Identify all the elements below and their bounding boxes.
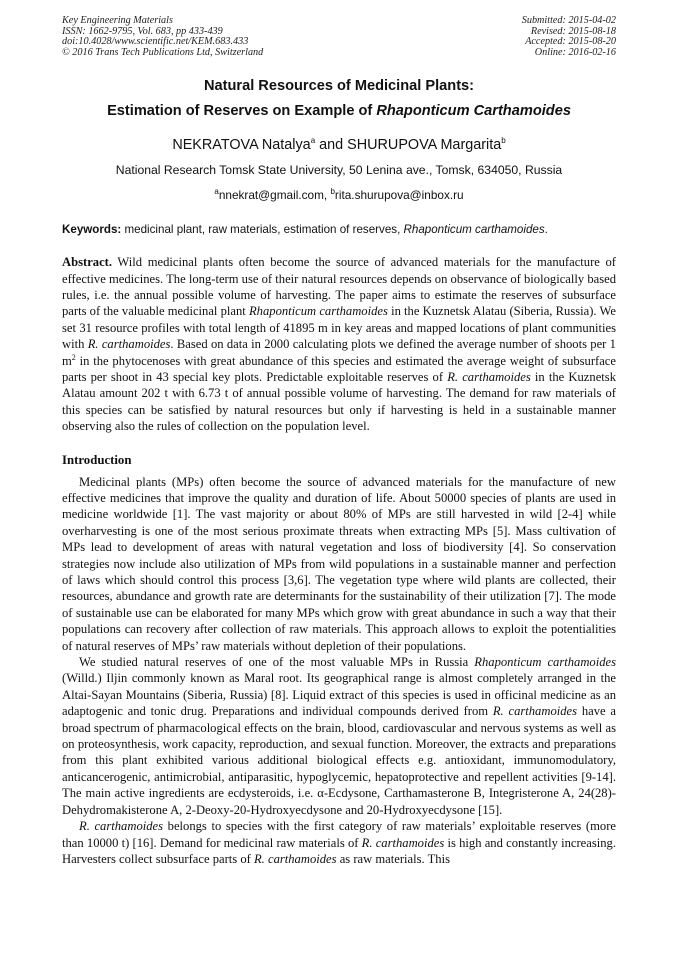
keywords-text: medicinal plant, raw materials, estimation of reserves, <box>121 223 404 237</box>
abstract-label: Abstract. <box>62 255 113 270</box>
p3-species-1: R. carthamoides <box>79 819 164 834</box>
keywords-label: Keywords: <box>62 223 122 237</box>
author-2-mark: b <box>501 136 506 146</box>
running-header <box>62 16 616 58</box>
email-b-mark: b <box>330 187 335 197</box>
copyright-line: © 2016 Trans Tech Publications Ltd, Switzerland <box>62 46 264 58</box>
abstract-text-3: . Based on data in 2000 calculating plots we defined the average number of shoots per 1 m <box>62 337 616 368</box>
p3-text-2: is high and constantly increasing. Harvesters collect subsurface parts of <box>62 835 616 866</box>
abstract-species-3: R. carthamoides <box>447 369 531 384</box>
p3-text-1: belongs to species with the first category of raw materials’ exploitable reserves (more than 10000 t) [16]. Demand for medicinal raw materials of <box>62 819 616 850</box>
intro-paragraph-2 <box>62 654 616 818</box>
author-2: SHURUPOVA Margarita <box>347 137 502 154</box>
email-a: nnekrat@gmail.com, <box>218 188 331 203</box>
author-1: NEKRATOVA Natalya <box>172 137 311 154</box>
article-dates <box>522 16 616 58</box>
email-b: rita.shurupova@inbox.ru <box>334 188 464 203</box>
author-joiner: and <box>315 137 348 154</box>
p2-text-2: (Willd.) Iljin commonly known as Maral root. Its geographical range is almost completely arranged in the Altai-Sayan Mountains (Siberia, Russia) [8]. Liquid extract of this species is used in officinal medicine as an adaptogenic and tonic drug. Preparations and individual compounds derived from <box>62 671 616 719</box>
p2-species-2: R. carthamoides <box>492 704 578 719</box>
email-a-mark: a <box>214 187 219 197</box>
title-line-1: Natural Resources of Medicinal Plants: <box>203 78 475 95</box>
section-heading-introduction: Introduction <box>62 452 132 467</box>
p2-text-1: We studied natural reserves of one of the most valuable MPs in Russia <box>79 655 475 670</box>
submitted-date: Submitted: 2015-04-02 <box>521 15 616 26</box>
abstract-text-5: in the Kuznetsk Alatau amount 202 t with 6.73 t of annual possible volume of harvesting. The demand for raw materials of this species can be satisfied by natural resources but only if harvesting is held in a sustainable manner observing also the rules of collection on the population level. <box>62 369 616 434</box>
abstract-species-2: R. carthamoides <box>87 337 171 352</box>
title-species: Rhaponticum Carthamoides <box>376 103 571 120</box>
abstract-text-4: in the phytocenoses with great abundance of this species and estimated the average weight of subsurface parts per shoot in 43 special key plots. Predictable exploitable reserves of <box>62 353 616 384</box>
revised-date: Revised: 2015-08-18 <box>530 25 616 37</box>
paper-page <box>62 16 616 867</box>
abstract-text-1: Wild medicinal plants often become the source of advanced materials for the manufacture of effective medicines. The long-term use of their natural resources depends on observance of biologically based rules, i.e. the annual possible volume of harvesting. The paper aims to estimate the reserves of subsurface parts of the valuable medicinal plant <box>62 255 616 319</box>
p3-species-3: R. carthamoides <box>253 851 337 866</box>
accepted-date: Accepted: 2015-08-20 <box>525 36 616 48</box>
keywords-species: Rhaponticum carthamoides <box>403 223 545 237</box>
doi-line: doi:10.4028/www.scientific.net/KEM.683.433 <box>62 36 249 48</box>
abstract <box>62 254 616 434</box>
journal-name: Key Engineering Materials <box>62 15 173 26</box>
p3-text-3: as raw materials. This <box>336 851 450 866</box>
abstract-species-1: Rhaponticum carthamoides <box>248 304 388 319</box>
title-prefix: Estimation of Reserves on Example of <box>107 103 377 120</box>
p3-species-2: R. carthamoides <box>361 835 445 850</box>
publication-info <box>62 16 263 58</box>
p2-species-1: Rhaponticum carthamoides <box>474 655 616 670</box>
online-date: Online: 2016-02-16 <box>534 46 616 58</box>
author-list <box>62 132 616 154</box>
intro-paragraph-3 <box>62 818 616 867</box>
p2-text-3: have a broad spectrum of pharmacological effects on the brain, blood, cardiovascular and nervous systems as well as on proteosynthesis, work capacity, reproduction, and sexual function. Moreover, the extracts and preparations from this plant exhibited various additional biological effects e.g. antioxidant, immunomodulatory, anticancerogenic, antimicrobial, antiparasitic, hypoglycemic, hepatoprotective and repellent activities [9-14]. The main active ingredients are ecdysteroids, i.e. α-Ecdysone, Carthamasterone B, Integristerone A, 24(28)-Dehydromakisterone A, 2-Deoxy-20-Hydroxyecdysone and 20-Hydroxyecdysone [15]. <box>62 704 616 817</box>
abstract-superscript: 2 <box>71 352 76 362</box>
author-1-mark: a <box>310 136 316 146</box>
title-line-2 <box>62 99 616 124</box>
intro-paragraph-1: Medicinal plants (MPs) often become the source of advanced materials for the manufacture of new effective medicines that improve the quality and duration of life. About 50000 species of plants are used in medicine worldwide [1]. The vast majority or about 80% of MPs are still harvested in wild [2-4] while overharvesting is one of the most serious proximate threats when extracting MPs [5]. Mass cultivation of MPs lead to development of areas with natural vegetation and loss of biodiversity [4]. So conservation strategies now include also utilization of MPs from wild populations in a sustainable manner and perfection of laws which should control this process [3,6]. The vegetation type where wild plants are collected, their resources, abundance and growth rate are determinants for the sustainability of their utilization [7]. The mode of sustainable use can be elaborated for many MPs which grow with great abundance in such a way that their populations can recovery after collection of raw materials. This approach allows to exploit the potentialities of natural reserves of MPs’ raw materials without depletion of their populations. <box>62 474 616 653</box>
paper-title <box>62 74 616 124</box>
issn-line: ISSN: 1662-9795, Vol. 683, pp 433-439 <box>62 25 223 37</box>
affiliation: National Research Tomsk State University, 50 Lenina ave., Tomsk, 634050, Russia <box>115 163 563 178</box>
abstract-text-2: in the Kuznetsk Alatau (Siberia, Russia). We set 31 resource profiles with total length of 41895 m in key areas and mapped locations of plant communities with <box>62 304 616 352</box>
keywords <box>62 222 616 237</box>
keywords-end: . <box>544 223 548 237</box>
author-emails <box>62 184 616 203</box>
